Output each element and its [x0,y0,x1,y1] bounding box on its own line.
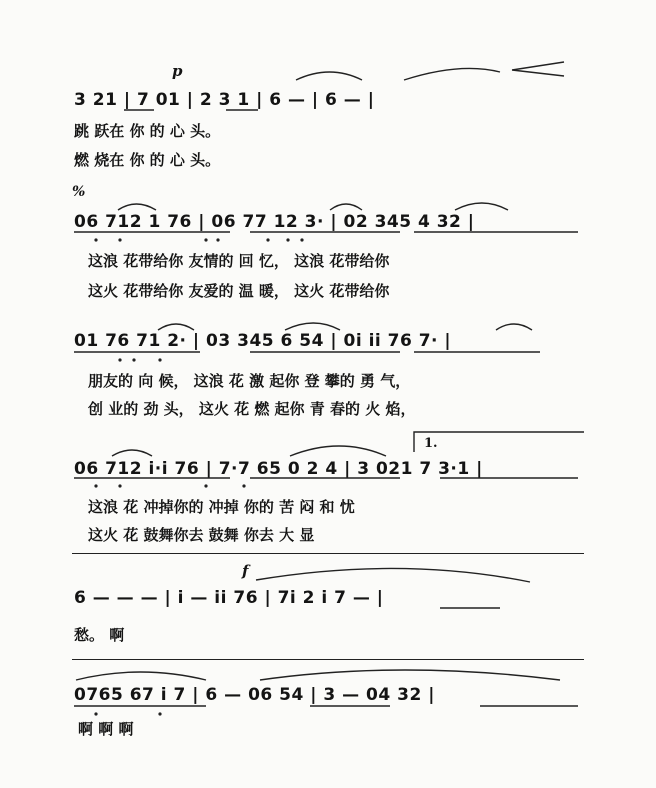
slur-3a [158,324,194,330]
first-ending-bracket [414,432,584,452]
lyric-line-1b: 燃 烧在 你 的 心 头。 [74,151,221,169]
dynamic-forte-mark: f [242,562,249,580]
notation-line-6: 0765 67 i 7 | 6 — 06 54 | 3 — 04 32 | [74,685,435,705]
slur-6b [260,670,560,680]
first-ending-mark: 1. [424,436,438,451]
notation-line-5: 6 — — — | i — ii 76 | 7i 2 i 7 — | [74,588,384,608]
lyric-line-5: 愁。 啊 [74,626,125,644]
slur-4a [112,450,152,456]
lyric-line-1a: 跳 跃在 你 的 心 头。 [74,122,221,140]
slur-1b [404,68,500,80]
slur-2b [330,204,362,210]
notation-line-4: 06 712 i·i 76 | 7·7 65 0 2 4 | 3 021 7 3·1 | [74,459,483,479]
lyric-line-6: 啊 啊 啊 [78,720,134,738]
slur-2c [455,203,508,210]
slur-4b [290,446,386,456]
segno-mark: % [72,184,86,200]
dynamic-piano-mark: p [172,62,183,80]
lyric-line-4a: 这浪 花 冲掉你的 冲掉 你的 苦 闷 和 忧 [88,498,355,516]
slur-2a [118,204,156,210]
notation-line-3: 01 76 71 2· | 03 345 6 54 | 0i ii 76 7· | [74,331,452,351]
lyric-line-2a: 这浪 花带给你 友情的 回 忆， 这浪 花带给你 [88,252,390,270]
slur-5 [256,568,530,582]
lyric-line-2b: 这火 花带给你 友爱的 温 暖， 这火 花带给你 [88,282,390,300]
slur-3b [285,323,340,330]
slur-6a [76,672,206,680]
lyric-line-3b: 创 业的 劲 头， 这火 花 燃 起你 青 春的 火 焰， [88,400,416,418]
lyric-line-4b: 这火 花 鼓舞你去 鼓舞 你去 大 显 [88,526,315,544]
lyric-line-3a: 朋友的 向 候， 这浪 花 激 起你 登 攀的 勇 气， [88,372,411,390]
hairpin-1 [512,62,564,76]
notation-line-2: 06 712 1 76 | 06 77 12 3· | 02 345 4 32 | [74,212,475,232]
notation-line-1: 3 21 | 7 01 | 2 3 1 | 6 — | 6 — | [74,90,375,110]
slur-1a [296,72,362,80]
slur-3c [496,324,532,330]
